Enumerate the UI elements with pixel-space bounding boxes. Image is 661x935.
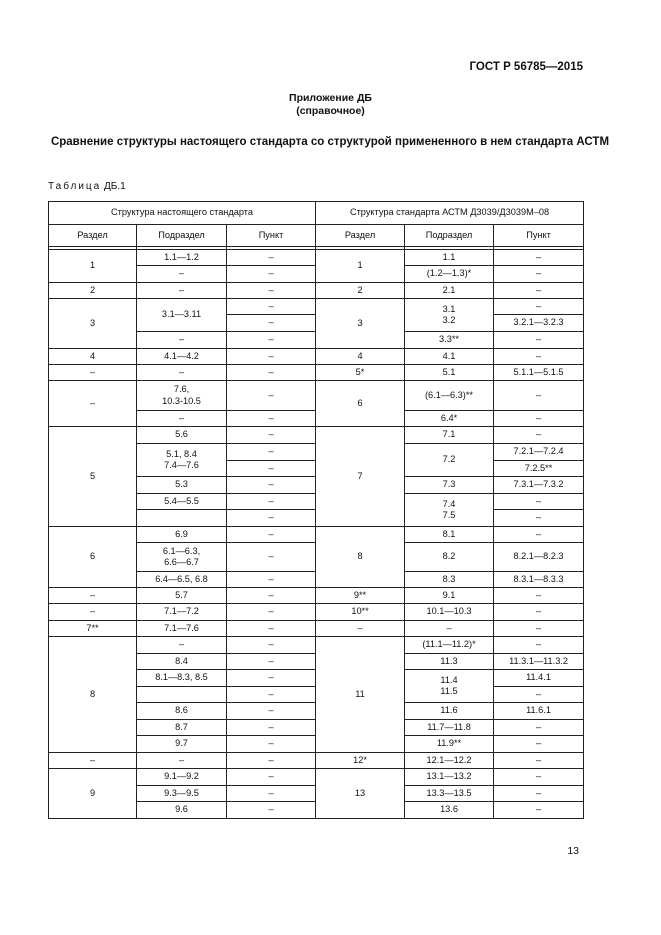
table-cell: – [227, 444, 316, 461]
table-cell: 6.4—6.5, 6.8 [137, 572, 227, 588]
table-cell: – [227, 736, 316, 753]
table-cell: 11.3.1—11.3.2 [494, 654, 584, 670]
table-cell: – [494, 621, 584, 637]
table-cell: 1 [316, 250, 405, 283]
table-cell: – [494, 349, 584, 365]
table-cell: – [227, 720, 316, 736]
table-cell: – [494, 494, 584, 510]
table-cell: 11.6.1 [494, 703, 584, 720]
table-cell: – [137, 266, 227, 283]
table-cell: 5 [49, 427, 137, 527]
table-cell: – [49, 753, 137, 769]
table-cell: 4.1—4.2 [137, 349, 227, 365]
table-cell: – [227, 753, 316, 769]
table-cell: – [227, 510, 316, 527]
table-cell: 6 [316, 381, 405, 427]
table-cell: 7.1—7.6 [137, 621, 227, 637]
table-cell: – [494, 510, 584, 527]
table-cell: – [49, 381, 137, 427]
table-cell: – [494, 250, 584, 266]
table-cell: 11.4 11.5 [405, 670, 494, 703]
table-cell: 1.1—1.2 [137, 250, 227, 266]
table-row [49, 527, 584, 543]
table-caption-prefix: Таблица [48, 181, 102, 192]
table-row [49, 604, 584, 621]
table-cell: – [227, 494, 316, 510]
table-cell: 3.2.1—3.2.3 [494, 315, 584, 332]
table-row [49, 365, 584, 381]
table-cell: – [494, 427, 584, 444]
table-cell: 2.1 [405, 283, 494, 299]
column-header: Подраздел [405, 225, 494, 247]
table-cell: 7.1—7.2 [137, 604, 227, 621]
table-cell: 11.7—11.8 [405, 720, 494, 736]
table-cell: 8.2.1—8.2.3 [494, 543, 584, 572]
table-cell: – [494, 588, 584, 604]
table-cell: – [227, 687, 316, 703]
table-cell: 10.1—10.3 [405, 604, 494, 621]
table-cell: – [227, 283, 316, 299]
table-cell: – [405, 621, 494, 637]
table-cell [137, 510, 227, 527]
table-cell: 8 [49, 637, 137, 753]
table-cell: 6.1—6.3, 6.6—6.7 [137, 543, 227, 572]
table-cell: – [137, 753, 227, 769]
table-cell: – [227, 654, 316, 670]
table-cell: – [227, 365, 316, 381]
column-header-row [49, 225, 584, 247]
column-header: Пункт [227, 225, 316, 247]
table-row [49, 283, 584, 299]
table-row [49, 588, 584, 604]
table-cell: – [494, 687, 584, 703]
table-cell: (6.1—6.3)** [405, 381, 494, 411]
table-cell: – [494, 527, 584, 543]
table-caption-number: ДБ.1 [104, 181, 126, 192]
table-row [49, 621, 584, 637]
table-cell: – [227, 802, 316, 819]
comparison-table [48, 201, 584, 819]
table-cell: – [137, 365, 227, 381]
table-cell: – [227, 572, 316, 588]
table-cell: – [227, 315, 316, 332]
table-cell: 13 [316, 769, 405, 819]
table-cell: – [227, 349, 316, 365]
table-cell: 9.3—9.5 [137, 786, 227, 802]
table-cell: 3.3** [405, 332, 494, 349]
table-cell: 5.7 [137, 588, 227, 604]
table-cell: 7.1 [405, 427, 494, 444]
table-cell: 5.3 [137, 477, 227, 494]
table-cell: – [227, 266, 316, 283]
group-header-row [49, 202, 584, 225]
table-cell: – [227, 527, 316, 543]
table-cell: 2 [49, 283, 137, 299]
table-cell: 7 [316, 427, 405, 527]
table-cell: 3.1 3.2 [405, 299, 494, 332]
table-cell: 3.1—3.11 [137, 299, 227, 332]
table-row [49, 381, 584, 411]
table-cell: 8.6 [137, 703, 227, 720]
table-cell: – [227, 621, 316, 637]
table-cell: 5.1, 8.4 7.4—7.6 [137, 444, 227, 477]
table-cell: – [494, 637, 584, 654]
table-cell: 11 [316, 637, 405, 753]
table-cell: – [137, 283, 227, 299]
table-row [49, 769, 584, 786]
table-cell: – [227, 461, 316, 477]
table-row [49, 349, 584, 365]
table-cell: 5.1 [405, 365, 494, 381]
table-cell: – [494, 299, 584, 315]
appendix-title: Приложение ДБ [289, 92, 372, 104]
table-cell: 7** [49, 621, 137, 637]
table-cell: 6.9 [137, 527, 227, 543]
table-cell: – [49, 604, 137, 621]
table-cell: 9 [49, 769, 137, 819]
table-cell: 8.2 [405, 543, 494, 572]
column-header: Раздел [49, 225, 137, 247]
table-cell: 4.1 [405, 349, 494, 365]
table-cell: – [494, 753, 584, 769]
table-cell: 10** [316, 604, 405, 621]
table-cell: 8.3.1—8.3.3 [494, 572, 584, 588]
document-code: ГОСТ Р 56785—2015 [469, 61, 583, 73]
table-cell: – [227, 250, 316, 266]
table-cell: – [494, 283, 584, 299]
table-cell: 4 [49, 349, 137, 365]
table-cell: 3 [316, 299, 405, 349]
table-cell: 12* [316, 753, 405, 769]
table-cell: 5* [316, 365, 405, 381]
table-cell: – [49, 588, 137, 604]
table-cell: – [494, 786, 584, 802]
table-cell: – [494, 720, 584, 736]
table-cell: – [227, 604, 316, 621]
table-cell: 2 [316, 283, 405, 299]
table-cell: 7.6, 10.3-10.5 [137, 381, 227, 411]
table-cell: 13.3—13.5 [405, 786, 494, 802]
table-cell: 9** [316, 588, 405, 604]
table-cell: 1 [49, 250, 137, 283]
table-cell: – [137, 332, 227, 349]
table-row [49, 753, 584, 769]
table-row [49, 299, 584, 315]
table-cell: – [494, 604, 584, 621]
table-cell: (11.1—11.2)* [405, 637, 494, 654]
table-row [49, 637, 584, 654]
table-cell: – [227, 477, 316, 494]
column-header: Подраздел [137, 225, 227, 247]
table-cell: 11.3 [405, 654, 494, 670]
table-cell: 8.1 [405, 527, 494, 543]
table-cell: 13.6 [405, 802, 494, 819]
table-cell: 5.6 [137, 427, 227, 444]
column-header: Раздел [316, 225, 405, 247]
table-cell: – [227, 769, 316, 786]
table-cell: – [227, 588, 316, 604]
table-cell: – [494, 411, 584, 427]
group-header-cell: Структура стандарта АСТМ Д3039/Д3039М–08 [316, 202, 584, 225]
table-cell: 9.1 [405, 588, 494, 604]
table-cell: – [137, 637, 227, 654]
table-cell: 5.4—5.5 [137, 494, 227, 510]
table-cell: 9.1—9.2 [137, 769, 227, 786]
table-cell [137, 687, 227, 703]
table-cell: – [227, 543, 316, 572]
table-cell: – [227, 411, 316, 427]
table-cell: – [494, 332, 584, 349]
table-cell: (1.2—1.3)* [405, 266, 494, 283]
table-cell: 8 [316, 527, 405, 588]
column-header: Пункт [494, 225, 584, 247]
table-cell: – [227, 670, 316, 687]
table-cell: – [227, 703, 316, 720]
table-cell: 5.1.1—5.1.5 [494, 365, 584, 381]
table-cell: 7.3 [405, 477, 494, 494]
table-cell: 6 [49, 527, 137, 588]
table-cell: – [49, 365, 137, 381]
group-header-cell: Структура настоящего стандарта [49, 202, 316, 225]
table-cell: 8.3 [405, 572, 494, 588]
table-cell: – [227, 637, 316, 654]
table-cell: 8.4 [137, 654, 227, 670]
table-cell: 8.7 [137, 720, 227, 736]
table-caption [48, 181, 126, 192]
table-cell: – [494, 266, 584, 283]
table-cell: – [227, 786, 316, 802]
table-row [49, 427, 584, 444]
table-cell: – [316, 621, 405, 637]
table-cell: 13.1—13.2 [405, 769, 494, 786]
appendix-note: (справочное) [296, 105, 365, 117]
table-cell: 6.4* [405, 411, 494, 427]
table-cell: 3 [49, 299, 137, 349]
table-cell: 11.4.1 [494, 670, 584, 687]
table-cell: 4 [316, 349, 405, 365]
table-cell: 7.2.5** [494, 461, 584, 477]
table-cell: – [494, 736, 584, 753]
table-cell: – [227, 381, 316, 411]
document-title: Сравнение структуры настоящего стандарта со структурой примененного в нем стандарта АСТМ [50, 136, 610, 148]
table-cell: – [494, 381, 584, 411]
table-cell: 7.3.1—7.3.2 [494, 477, 584, 494]
table-cell: – [494, 769, 584, 786]
table-row [49, 250, 584, 266]
table-cell: – [494, 802, 584, 819]
table-cell: – [227, 427, 316, 444]
table-cell: 1.1 [405, 250, 494, 266]
page-number: 13 [567, 845, 579, 857]
table-cell: 7.4 7.5 [405, 494, 494, 527]
table-cell: 9.6 [137, 802, 227, 819]
table-cell: 8.1—8.3, 8.5 [137, 670, 227, 687]
table-cell: 9.7 [137, 736, 227, 753]
table-cell: – [227, 332, 316, 349]
table-cell: 11.6 [405, 703, 494, 720]
table-cell: 12.1—12.2 [405, 753, 494, 769]
table-cell: 7.2.1—7.2.4 [494, 444, 584, 461]
table-cell: 7.2 [405, 444, 494, 477]
table-cell: – [227, 299, 316, 315]
table-cell: – [137, 411, 227, 427]
table-cell: 11.9** [405, 736, 494, 753]
